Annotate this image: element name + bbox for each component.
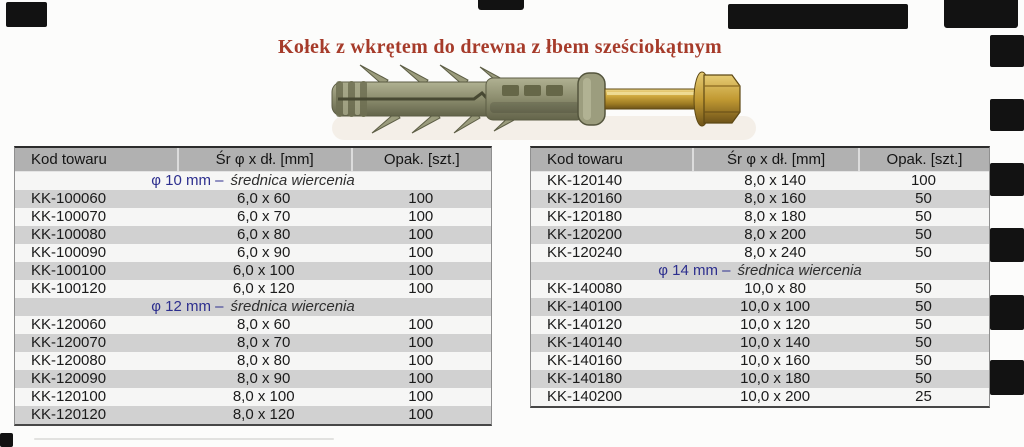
section-note: średnica wiercenia [737, 262, 862, 279]
table-row [531, 352, 989, 370]
section-row [15, 298, 491, 316]
cell-pack-qty: 100 [408, 370, 434, 387]
cell-product-code: KK-120160 [547, 190, 623, 207]
cell-size: 10,0 x 80 [744, 280, 806, 297]
cell-pack-qty: 50 [915, 190, 932, 207]
table-row [531, 298, 989, 316]
cell-pack-qty: 100 [408, 388, 434, 405]
cell-pack-qty: 100 [910, 172, 936, 189]
scan-smudge [34, 438, 334, 440]
table-row [15, 334, 491, 352]
section-note: średnica wiercenia [230, 298, 355, 315]
table-row [531, 226, 989, 244]
section-diameter-label: φ 12 mm – [151, 298, 224, 315]
table-row [15, 244, 491, 262]
cell-pack-qty: 100 [408, 190, 434, 207]
cell-product-code: KK-140140 [547, 334, 623, 351]
cell-pack-qty: 100 [408, 262, 434, 279]
cell-pack-qty: 50 [915, 334, 932, 351]
cell-pack-qty: 25 [915, 388, 932, 405]
table-row [531, 244, 989, 262]
cell-size: 8,0 x 100 [232, 388, 295, 405]
cell-product-code: KK-140120 [547, 316, 623, 333]
cell-size: 8,0 x 60 [237, 316, 291, 333]
cell-pack-qty: 50 [915, 316, 932, 333]
table-header-row [15, 148, 491, 172]
scan-artifact-right-edge [990, 228, 1024, 262]
cell-product-code: KK-120070 [31, 334, 107, 351]
section-note: średnica wiercenia [230, 172, 355, 189]
scan-artifact-top-right-corner [944, 0, 1018, 28]
scan-artifact-top-left [6, 2, 47, 27]
section-row [531, 262, 989, 280]
table-row [531, 388, 989, 406]
cell-product-code: KK-120060 [31, 316, 107, 333]
cell-product-code: KK-120200 [547, 226, 623, 243]
column-header-size: Śr φ x dł. [mm] [692, 148, 858, 171]
cell-pack-qty: 50 [915, 352, 932, 369]
scan-artifact-bottom-left [0, 433, 13, 447]
section-diameter-label: φ 10 mm – [151, 172, 224, 189]
cell-product-code: KK-120240 [547, 244, 623, 261]
table-row [531, 190, 989, 208]
cell-size: 10,0 x 200 [740, 388, 811, 405]
cell-pack-qty: 50 [915, 370, 932, 387]
table-row [15, 352, 491, 370]
cell-size: 8,0 x 240 [744, 244, 806, 261]
cell-size: 6,0 x 120 [232, 280, 295, 297]
product-table-left [14, 146, 492, 426]
cell-product-code: KK-140100 [547, 298, 623, 315]
cell-pack-qty: 100 [408, 208, 434, 225]
cell-pack-qty: 50 [915, 244, 932, 261]
cell-product-code: KK-120090 [31, 370, 107, 387]
cell-product-code: KK-100120 [31, 280, 107, 297]
table-row [15, 208, 491, 226]
cell-pack-qty: 100 [408, 352, 434, 369]
cell-pack-qty: 50 [915, 226, 932, 243]
cell-product-code: KK-120120 [31, 406, 107, 423]
cell-size: 10,0 x 140 [740, 334, 811, 351]
scan-artifact-right-edge [990, 35, 1024, 67]
table-row [531, 370, 989, 388]
table-row [531, 208, 989, 226]
scan-artifact-top-right-bar [728, 4, 908, 29]
column-header-size: Śr φ x dł. [mm] [177, 148, 351, 171]
wall-plug-with-hex-screw-image [326, 60, 746, 138]
cell-product-code: KK-120080 [31, 352, 107, 369]
product-table-right [530, 146, 990, 408]
column-header-pack: Opak. [szt.] [858, 148, 989, 171]
table-row [15, 316, 491, 334]
column-header-code: Kod towaru [31, 151, 107, 168]
cell-size: 8,0 x 140 [744, 172, 806, 189]
cell-pack-qty: 100 [408, 406, 434, 423]
cell-product-code: KK-100080 [31, 226, 107, 243]
cell-pack-qty: 100 [408, 226, 434, 243]
table-row [15, 388, 491, 406]
cell-pack-qty: 100 [408, 316, 434, 333]
cell-size: 6,0 x 80 [237, 226, 291, 243]
section-row [15, 172, 491, 190]
section-diameter-label: φ 14 mm – [658, 262, 731, 279]
scan-artifact-right-edge [990, 295, 1024, 330]
cell-size: 8,0 x 200 [744, 226, 806, 243]
table-row [531, 316, 989, 334]
table-row [15, 370, 491, 388]
cell-size: 8,0 x 70 [237, 334, 291, 351]
cell-product-code: KK-100060 [31, 190, 107, 207]
cell-pack-qty: 50 [915, 208, 932, 225]
table-row [15, 190, 491, 208]
table-row [531, 172, 989, 190]
cell-pack-qty: 100 [408, 334, 434, 351]
column-header-code: Kod towaru [547, 151, 623, 168]
cell-pack-qty: 50 [915, 298, 932, 315]
cell-product-code: KK-120100 [31, 388, 107, 405]
cell-size: 6,0 x 90 [237, 244, 291, 261]
table-row [531, 280, 989, 298]
cell-size: 8,0 x 80 [237, 352, 291, 369]
cell-product-code: KK-140160 [547, 352, 623, 369]
table-row [15, 280, 491, 298]
scan-artifact-right-edge [990, 360, 1024, 395]
cell-product-code: KK-100100 [31, 262, 107, 279]
cell-size: 8,0 x 160 [744, 190, 806, 207]
cell-size: 10,0 x 100 [740, 298, 811, 315]
page-title: Kołek z wkrętem do drewna z łbem sześciokątnym [278, 36, 722, 58]
table-row [15, 262, 491, 280]
table-header-row [531, 148, 989, 172]
cell-product-code: KK-140200 [547, 388, 623, 405]
cell-product-code: KK-140080 [547, 280, 623, 297]
scan-artifact-right-edge [990, 163, 1024, 196]
cell-pack-qty: 100 [408, 280, 434, 297]
cell-product-code: KK-120140 [547, 172, 623, 189]
scan-artifact-right-edge [990, 99, 1024, 131]
cell-product-code: KK-100070 [31, 208, 107, 225]
column-header-pack: Opak. [szt.] [351, 148, 491, 171]
cell-product-code: KK-120180 [547, 208, 623, 225]
cell-size: 8,0 x 120 [232, 406, 295, 423]
cell-size: 10,0 x 160 [740, 352, 811, 369]
cell-size: 6,0 x 70 [237, 208, 291, 225]
cell-size: 8,0 x 180 [744, 208, 806, 225]
cell-size: 8,0 x 90 [237, 370, 291, 387]
table-row [15, 406, 491, 424]
cell-size: 6,0 x 100 [232, 262, 295, 279]
cell-product-code: KK-140180 [547, 370, 623, 387]
cell-pack-qty: 100 [408, 244, 434, 261]
cell-pack-qty: 50 [915, 280, 932, 297]
cell-size: 6,0 x 60 [237, 190, 291, 207]
cell-product-code: KK-100090 [31, 244, 107, 261]
cell-size: 10,0 x 180 [740, 370, 811, 387]
table-row [15, 226, 491, 244]
table-row [531, 334, 989, 352]
cell-size: 10,0 x 120 [740, 316, 811, 333]
scan-artifact-top-center [478, 0, 524, 10]
